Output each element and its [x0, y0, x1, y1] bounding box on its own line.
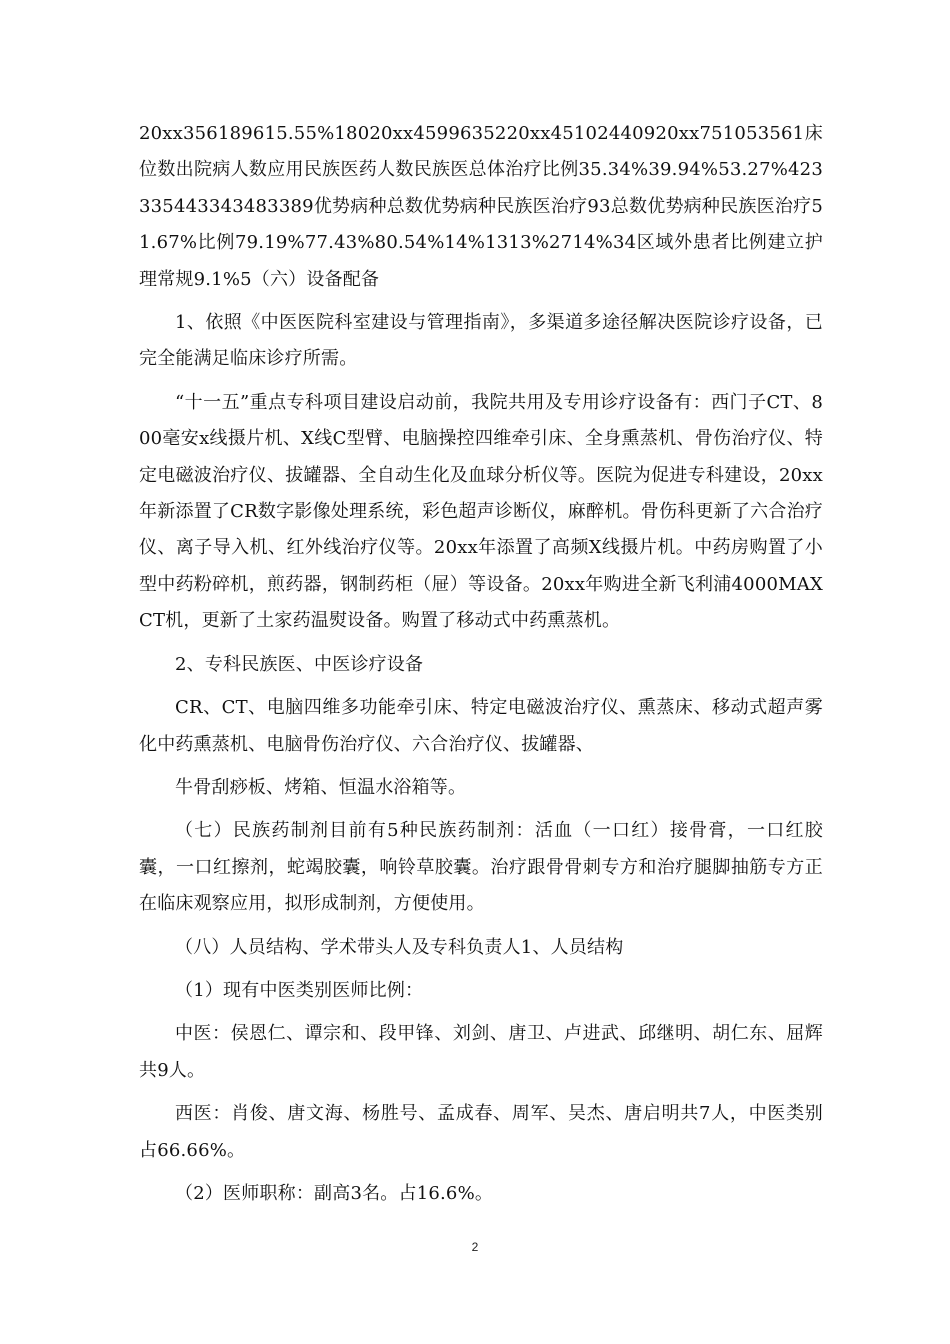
paragraph-specialty-equipment-list-cont: 牛骨刮痧板、烤箱、恒温水浴箱等。	[175, 776, 467, 798]
page-number: 2	[471, 1240, 479, 1254]
document-body	[139, 116, 823, 1219]
paragraph-doctor-titles: （2）医师职称：副高3名。占16.6%。	[175, 1182, 494, 1204]
paragraph-ethnic-preparations: （七）民族药制剂目前有5种民族药制剂：活血（一口红）接骨膏，一口红胶囊，一口红擦剂，蛇竭胶囊，响铃草胶囊。治疗跟骨骨刺专方和治疗腿脚抽筋专方正在临床观察应用，拟形成制剂，方便使用。	[139, 820, 823, 915]
paragraph-specialty-equipment-heading: 2、专科民族医、中医诊疗设备	[175, 653, 424, 675]
paragraph-equipment-history: “十一五”重点专科项目建设启动前，我院共用及专用诊疗设备有：西门子CT、800毫安x线摄片机、X线C型臂、电脑操控四维牵引床、全身熏蒸机、骨伤治疗仪、特定电磁波治疗仪、拔罐器、全自动生化及血球分析仪等。医院为促进专科建设，20xx年新添置了CR数字影像处理系统，彩色超声诊断仪，麻醉机。骨伤科更新了六合治疗仪、离子导入机、红外线治疗仪等。20xx年添置了高频X线摄片机。中药房购置了小型中药粉碎机，煎药器，钢制药柜（屉）等设备。20xx年购进全新飞利浦4000MAXCT机，更新了土家药温熨设备。购置了移动式中药熏蒸机。	[139, 391, 823, 632]
paragraph-equipment-guideline: 1、依照《中医医院科室建设与管理指南》，多渠道多途径解决医院诊疗设备，已完全能满足临床诊疗所需。	[139, 312, 823, 370]
paragraph-tcm-doctors: 中医：侯恩仁、谭宗和、段甲锋、刘剑、唐卫、卢进武、邱继明、胡仁东、屈辉共9人。	[139, 1023, 823, 1081]
paragraph-staff-structure-heading: （八）人员结构、学术带头人及专科负责人1、人员结构	[175, 936, 624, 958]
paragraph-specialty-equipment-list: CR、CT、电脑四维多功能牵引床、特定电磁波治疗仪、熏蒸床、移动式超声雾化中药熏蒸机、电脑骨伤治疗仪、六合治疗仪、拔罐器、	[139, 697, 823, 755]
paragraph-western-doctors: 西医：肖俊、唐文海、杨胜号、孟成春、周军、吴杰、唐启明共7人，中医类别占66.66%。	[139, 1103, 823, 1161]
paragraph-tcm-ratio-heading: （1）现有中医类别医师比例：	[175, 979, 424, 1001]
paragraph-table-residue: 20xx356189615.55%18020xx4599635220xx45102440920xx751053561床位数出院病人数应用民族医药人数民族医总体治疗比例35.34%39.94%53.27%423335443343483389优势病种总数优势病种民族医治疗93总数优势病种民族医治疗51.67%比例79.19%77.43%80.54%14%1313%2714%34区域外患者比例建立护理常规9.1%5（六）设备配备	[139, 123, 823, 290]
